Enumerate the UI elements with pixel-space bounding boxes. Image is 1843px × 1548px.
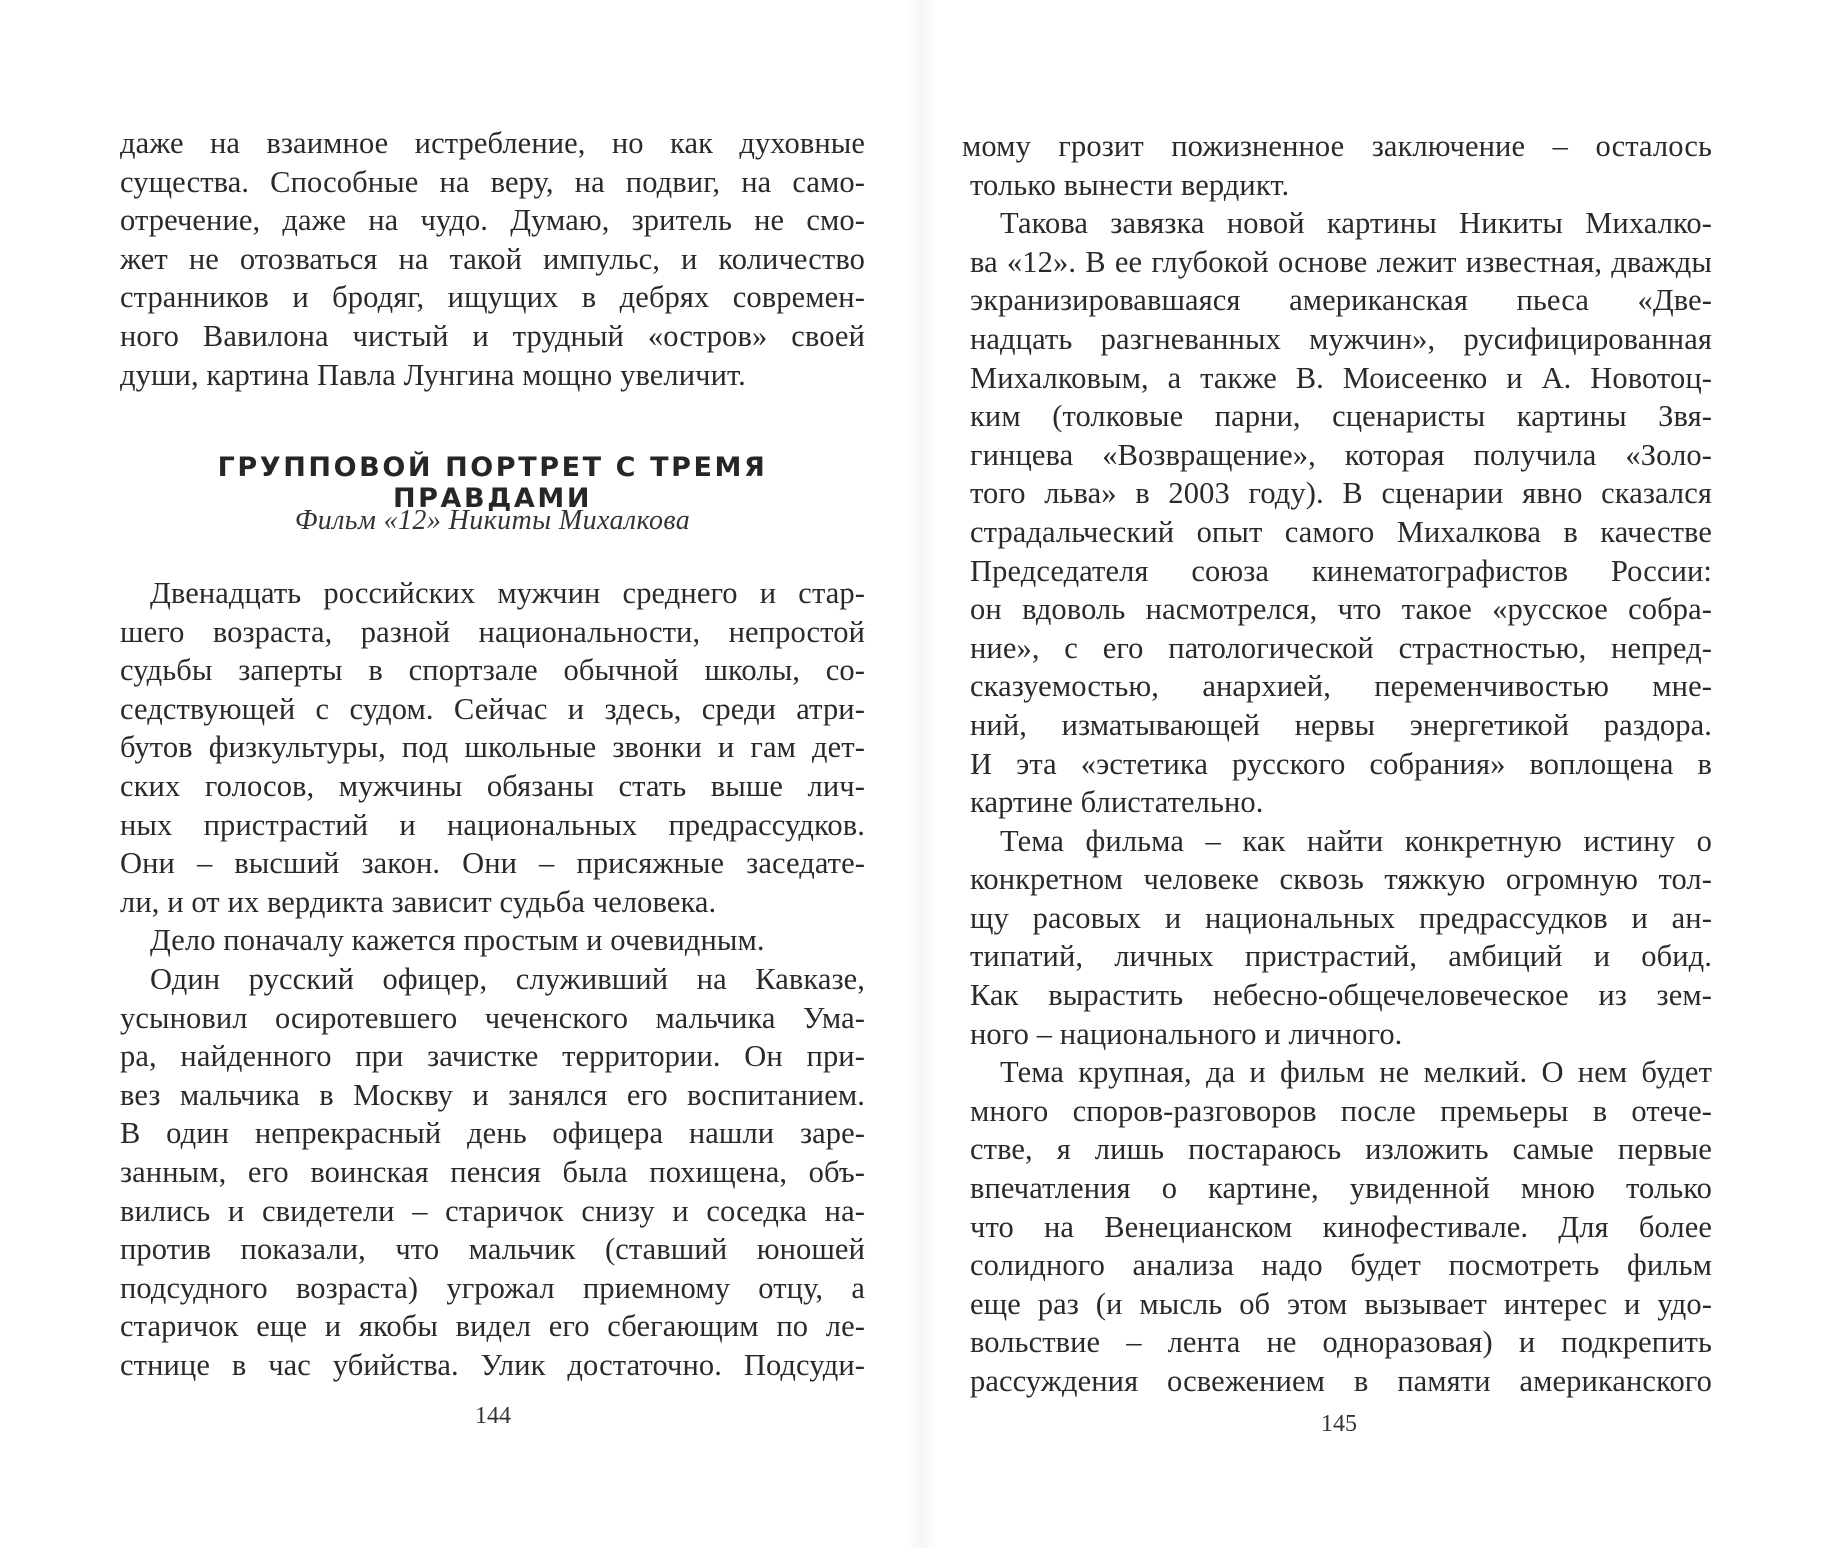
- text-line: занным, его воинская пенсия была похищена, объ-: [120, 1154, 865, 1189]
- text-line: картине блистательно.: [970, 785, 1264, 820]
- text-line: впечатления о картине, увиденной мною только: [970, 1171, 1712, 1206]
- text-line: Тема крупная, да и фильм не мелкий. О нем будет: [1000, 1055, 1712, 1090]
- text-line: Они – высший закон. Они – присяжные заседате-: [120, 846, 865, 881]
- left-top-paragraph: [120, 124, 865, 394]
- text-line: он вдоволь насмотрелся, что такое «русское собра-: [970, 592, 1712, 627]
- paragraph: [120, 574, 865, 921]
- paragraph: [120, 921, 865, 960]
- text-line: экранизировавшаяся американская пьеса «Две-: [970, 283, 1712, 318]
- text-line: вились и свидетели – старичок снизу и соседка на-: [120, 1193, 865, 1228]
- text-line: Один русский офицер, служивший на Кавказе,: [150, 961, 865, 996]
- text-line: ра, найденного при зачистке территории. Он при-: [120, 1039, 865, 1074]
- text-line: подсудного возраста) угрожал приемному отцу, а: [120, 1270, 865, 1305]
- text-line: что на Венецианском кинофестивале. Для более: [970, 1209, 1712, 1244]
- text-line: щу расовых и национальных предрассудков и ан-: [970, 900, 1712, 935]
- text-line: даже на взаимное истребление, но как духовные: [120, 126, 865, 160]
- text-line: ким (толковые парни, сценаристы картины Звя-: [970, 399, 1712, 434]
- text-line: В один непрекрасный день офицера нашли заре-: [120, 1116, 865, 1151]
- text-line: против показали, что мальчик (ставший юношей: [120, 1232, 865, 1267]
- text-line: ний, изматывающей нервы энергетикой раздора.: [970, 707, 1712, 742]
- text-line: судьбы заперты в спортзале обычной школы, со-: [120, 653, 865, 688]
- text-line: сказуемостью, анархией, переменчивостью мне-: [970, 669, 1712, 704]
- text-line: ва «12». В ее глубокой основе лежит известная, дважды: [970, 244, 1712, 279]
- text-line: ских голосов, мужчины обязаны стать выше лич-: [120, 768, 865, 803]
- text-line: странников и бродяг, ищущих в дебрях современ-: [120, 280, 865, 315]
- text-line: существа. Способные на веру, на подвиг, на само-: [120, 164, 865, 199]
- paragraph: [120, 960, 865, 1385]
- text-line: жет не отозваться на такой импульс, и количество: [120, 241, 865, 276]
- text-line: Двенадцать российских мужчин среднего и стар-: [150, 576, 865, 610]
- right-page: [921, 0, 1843, 1548]
- text-line: страдальческий опыт самого Михалкова в качестве: [970, 514, 1712, 549]
- text-line: Дело поначалу кажется простым и очевидным.: [150, 923, 765, 958]
- text-line: того льва» в 2003 году). В сценарии явно сказался: [970, 476, 1712, 511]
- text-line: ного – национального и личного.: [970, 1016, 1403, 1051]
- paragraph: [970, 822, 1712, 1054]
- text-line: много споров-разговоров после премьеры в отече-: [970, 1093, 1712, 1128]
- text-line: мому грозит пожизненное заключение – осталось: [962, 129, 1712, 163]
- paragraph: [970, 204, 1712, 822]
- text-line: ли, и от их вердикта зависит судьба человека.: [120, 884, 717, 919]
- text-line: еще раз (и мысль об этом вызывает интерес и удо-: [970, 1286, 1712, 1321]
- chapter-heading: ГРУППОВОЙ ПОРТРЕТ С ТРЕМЯ ПРАВДАМИ: [217, 452, 768, 514]
- text-line: Как вырастить небесно-общечеловеческое из зем-: [970, 978, 1712, 1013]
- text-line: шего возраста, разной национальности, непростой: [120, 614, 865, 649]
- paragraph: [962, 127, 1712, 204]
- text-line: отречение, даже на чудо. Думаю, зритель не смо-: [120, 203, 865, 238]
- text-line: ного Вавилона чистый и трудный «остров» своей: [120, 318, 865, 353]
- paragraph: [970, 1053, 1712, 1400]
- text-line: типатий, личных пристрастий, амбиций и обид.: [970, 939, 1712, 974]
- text-line: усыновил осиротевшего чеченского мальчика Ума-: [120, 1000, 865, 1035]
- text-line: стве, я лишь постараюсь изложить самые первые: [970, 1132, 1712, 1167]
- text-line: ных пристрастий и национальных предрассудков.: [120, 807, 865, 842]
- text-line: вольствие – лента не одноразовая) и подкрепить: [970, 1325, 1712, 1360]
- text-line: старичок еще и якобы видел его сбегающим по ле-: [120, 1309, 865, 1344]
- page-number: 144: [475, 1403, 511, 1429]
- text-line: бутов физкультуры, под школьные звонки и гам дет-: [120, 730, 865, 765]
- text-line: вез мальчика в Москву и занялся его воспитанием.: [120, 1077, 865, 1112]
- chapter-subheading: Фильм «12» Никиты Михалкова: [294, 505, 691, 536]
- text-line: надцать разгневанных мужчин», русифицированная: [970, 321, 1712, 356]
- text-line: конкретном человеке сквозь тяжкую огромную тол-: [970, 862, 1712, 897]
- right-body-text: [962, 127, 1712, 1401]
- text-line: Председателя союза кинематографистов России:: [970, 553, 1712, 588]
- text-line: гинцева «Возвращение», которая получила «Золо-: [970, 437, 1712, 472]
- text-line: солидного анализа надо будет посмотреть фильм: [970, 1248, 1712, 1283]
- text-line: Михалковым, а также В. Моисеенко и А. Новотоц-: [970, 360, 1712, 395]
- page-number: 145: [1321, 1411, 1357, 1437]
- left-page: [0, 0, 921, 1548]
- text-line: седствующей с судом. Сейчас и здесь, среди атри-: [120, 691, 865, 726]
- text-line: только вынести вердикт.: [970, 167, 1290, 202]
- left-body-text: [120, 574, 865, 1384]
- text-line: Такова завязка новой картины Никиты Михалко-: [1000, 206, 1712, 241]
- text-line: рассуждения освежением в памяти американского: [970, 1364, 1712, 1398]
- text-line: стнице в час убийства. Улик достаточно. Подсуди-: [120, 1347, 865, 1382]
- text-line: Тема фильма – как найти конкретную истину о: [1000, 823, 1712, 858]
- text-line: души, картина Павла Лунгина мощно увеличит.: [120, 357, 746, 392]
- text-line: ние», с его патологической страстностью, непред-: [970, 630, 1712, 665]
- text-line: И эта «эстетика русского собрания» воплощена в: [970, 746, 1712, 781]
